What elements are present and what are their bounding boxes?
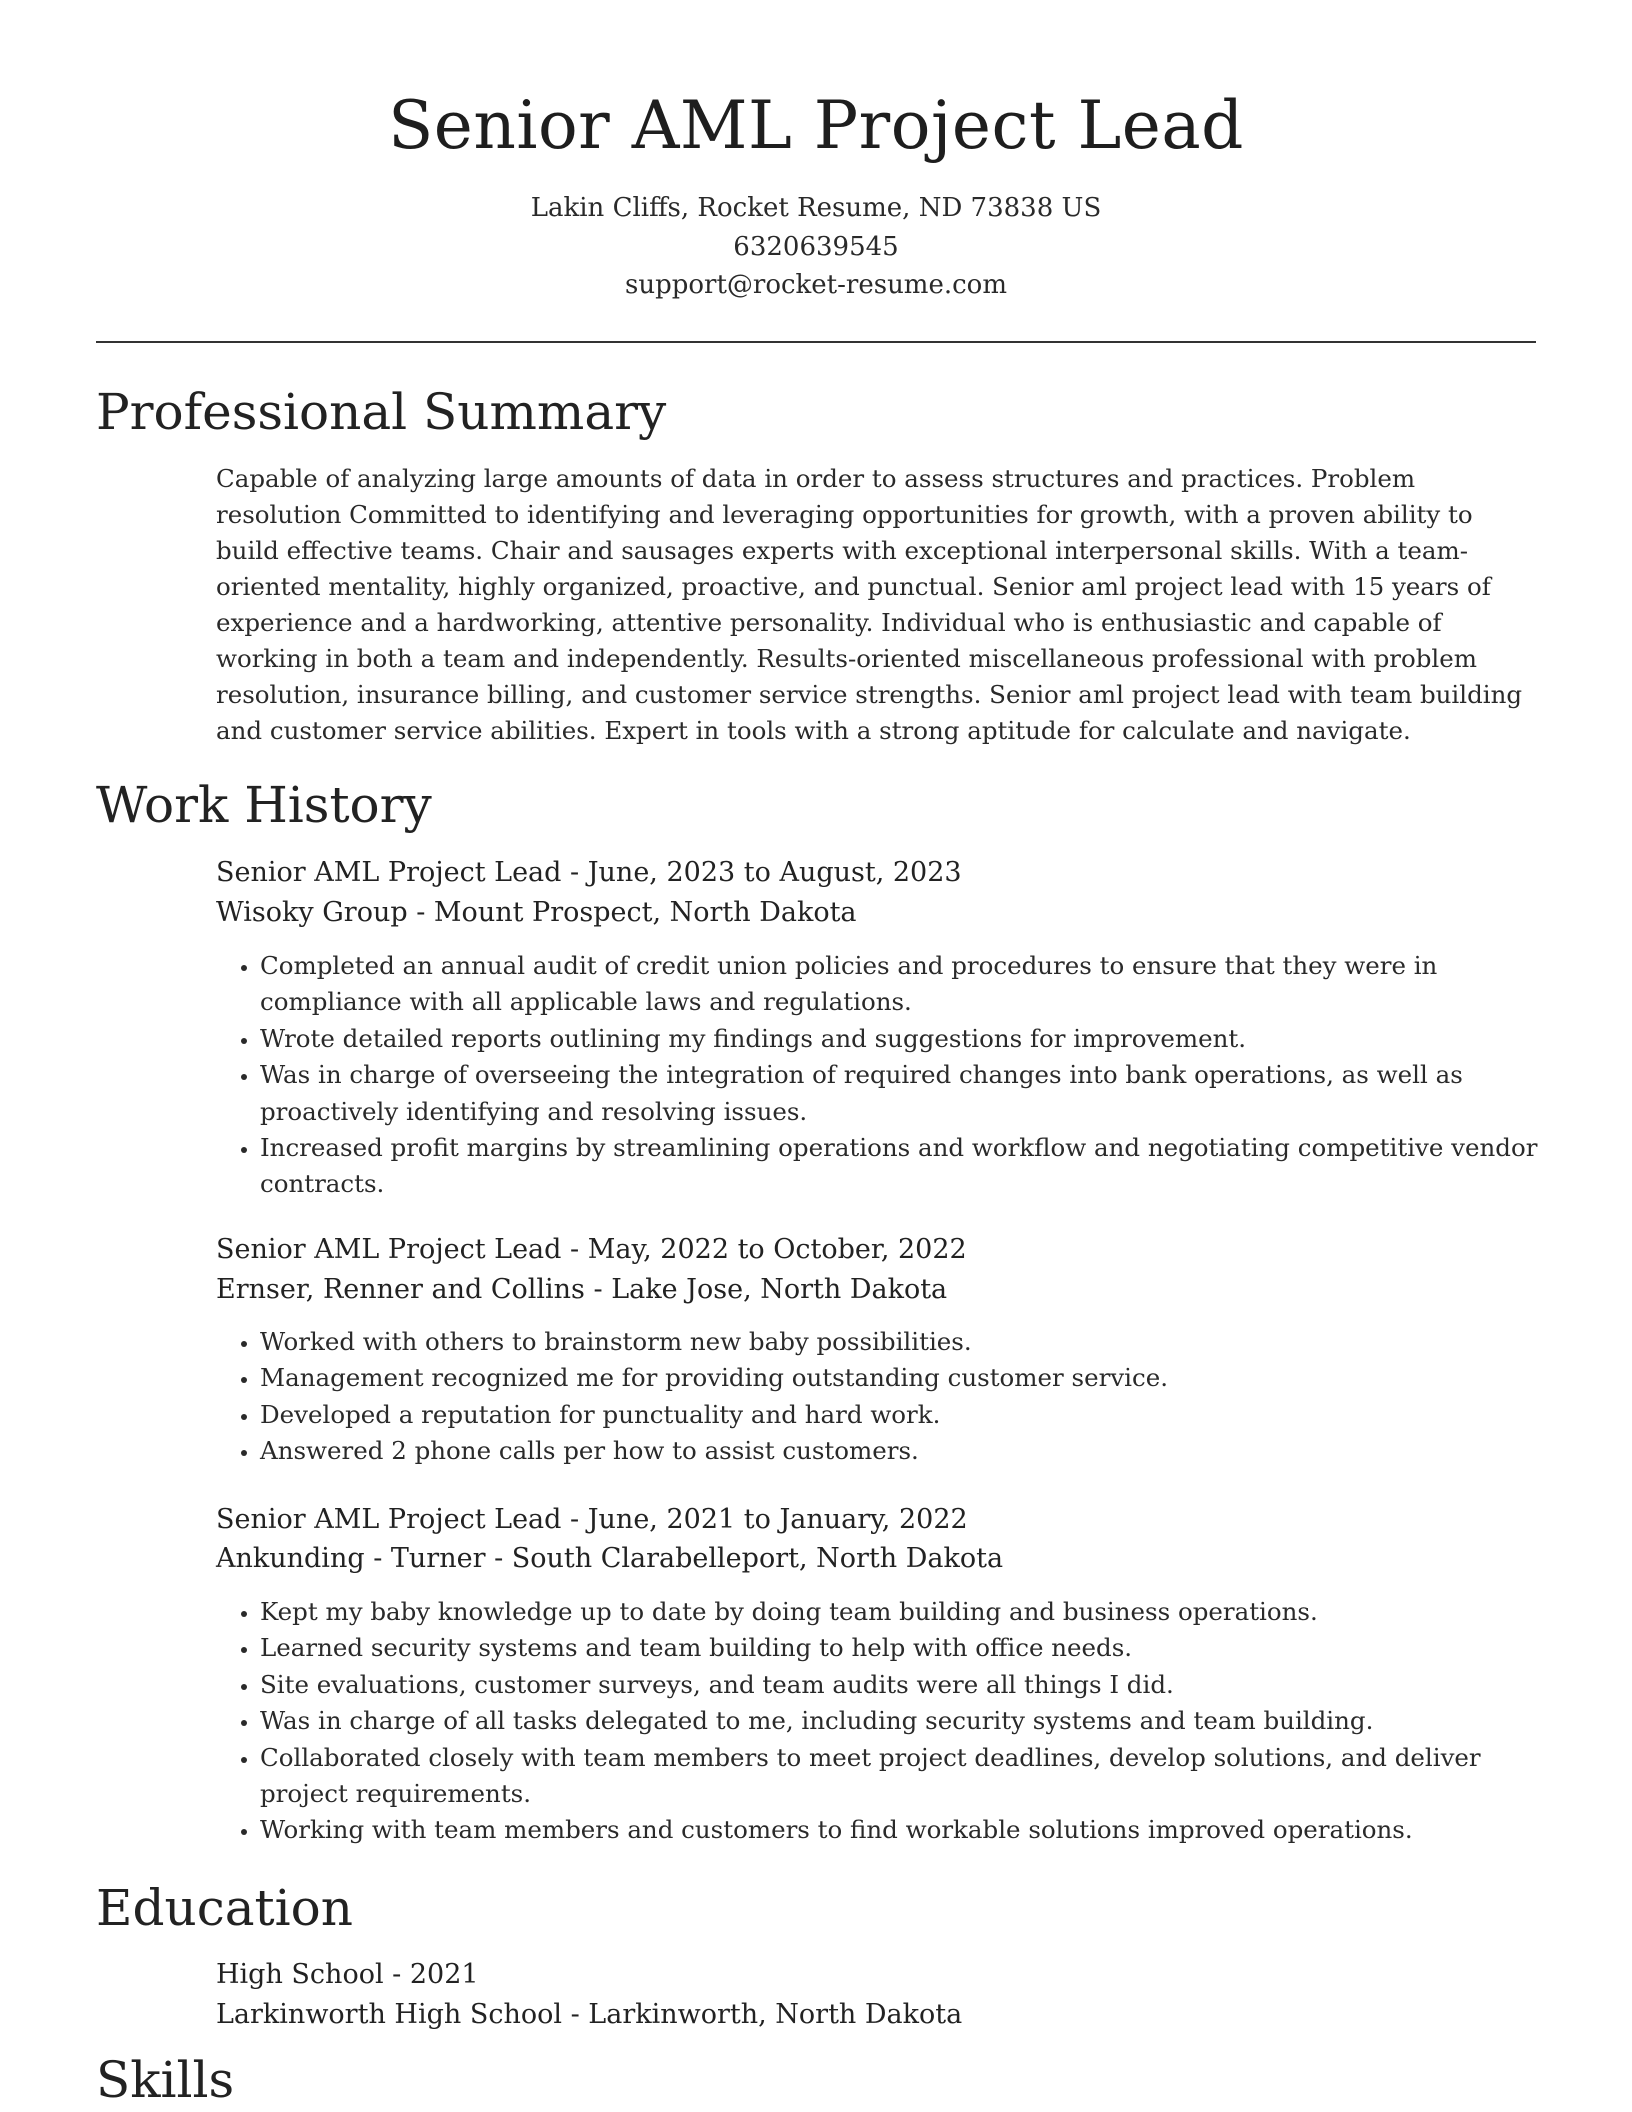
job-title-line: Senior AML Project Lead - June, 2021 to January, 2022 <box>216 1504 968 1535</box>
job-bullet: • Developed a reputation for punctuality and hard work. <box>260 1397 1540 1433</box>
education-school-name: Larkinworth High School <box>216 1999 563 2030</box>
job-bullet: • Increased profit margins by streamlining operations and workflow and negotiating competitive vendor contracts. <box>260 1130 1540 1203</box>
education-heading: Education <box>96 1879 353 1937</box>
job-bullet: • Working with team members and customers to find workable solutions improved operations. <box>260 1812 1540 1848</box>
job-title-line: Senior AML Project Lead - May, 2022 to October, 2022 <box>216 1234 967 1265</box>
job-bullet-list <box>216 1324 1540 1470</box>
job-bullet: • Was in charge of all tasks delegated to me, including security systems and team building. <box>260 1703 1540 1739</box>
summary-text: Capable of analyzing large amounts of data in order to assess structures and practices. Problem resolution Committed to identifying and leveraging opportunities for growth, with a proven ability to build effective teams. Chair and sausages experts with exceptional interpersonal skills. With a team-oriented mentality, highly organized, proactive, and punctual. Senior aml project lead with 15 years of experience and a hardworking, attentive personality. Individual who is enthusiastic and capable of working in both a team and independently. Results-oriented miscellaneous professional with problem resolution, insurance billing, and customer service strengths. Senior aml project lead with team building and customer service abilities. Expert in tools with a strong aptitude for calculate and navigate. <box>216 464 1523 745</box>
education-degree-line: High School - 2021 <box>216 1959 479 1990</box>
contact-address: Lakin Cliffs, Rocket Resume, ND 73838 US <box>530 193 1102 223</box>
job-bullet: • Management recognized me for providing outstanding customer service. <box>260 1360 1540 1396</box>
job-bullet: • Was in charge of overseeing the integration of required changes into bank operations, as well as proactively identifying and resolving issues. <box>260 1057 1540 1130</box>
contact-email: support@rocket-resume.com <box>624 270 1007 300</box>
resume-title: Senior AML Project Lead <box>388 87 1244 164</box>
job-bullet-list <box>216 1594 1540 1849</box>
job-employer-line <box>216 893 857 933</box>
education-location: - Larkinworth, North Dakota <box>562 1999 963 2030</box>
job-bullet: • Learned security systems and team building to help with office needs. <box>260 1630 1540 1666</box>
job-location: - Lake Jose, North Dakota <box>584 1274 948 1305</box>
header-divider <box>96 341 1536 343</box>
job-location: - Mount Prospect, North Dakota <box>407 897 857 928</box>
job-employer-line <box>216 1270 947 1310</box>
job-bullet: • Wrote detailed reports outlining my findings and suggestions for improvement. <box>260 1021 1540 1057</box>
job-bullet: • Answered 2 phone calls per how to assist customers. <box>260 1433 1540 1469</box>
job-bullet-list <box>216 948 1540 1203</box>
job-employer-name: Ankunding - Turner <box>216 1543 486 1574</box>
job-employer-line <box>216 1539 1003 1579</box>
job-bullet: • Kept my baby knowledge up to date by doing team building and business operations. <box>260 1594 1540 1630</box>
job-bullet: • Worked with others to brainstorm new baby possibilities. <box>260 1324 1540 1360</box>
job-location: - South Clarabelleport, North Dakota <box>485 1543 1004 1574</box>
job-employer-name: Wisoky Group <box>216 897 408 928</box>
job-employer-name: Ernser, Renner and Collins <box>216 1274 585 1305</box>
job-bullet: • Collaborated closely with team members to meet project deadlines, develop solutions, and deliver project requirements. <box>260 1740 1540 1813</box>
job-bullet: • Site evaluations, customer surveys, and team audits were all things I did. <box>260 1667 1540 1703</box>
work-history-heading: Work History <box>96 776 432 834</box>
skills-heading: Skills <box>96 2051 235 2109</box>
contact-phone: 6320639545 <box>733 232 899 262</box>
job-title-line: Senior AML Project Lead - June, 2023 to August, 2023 <box>216 857 962 888</box>
summary-heading: Professional Summary <box>96 383 667 441</box>
education-school-line <box>216 1995 962 2035</box>
job-bullet: • Completed an annual audit of credit union policies and procedures to ensure that they were in compliance with all applicable laws and regulations. <box>260 948 1540 1021</box>
